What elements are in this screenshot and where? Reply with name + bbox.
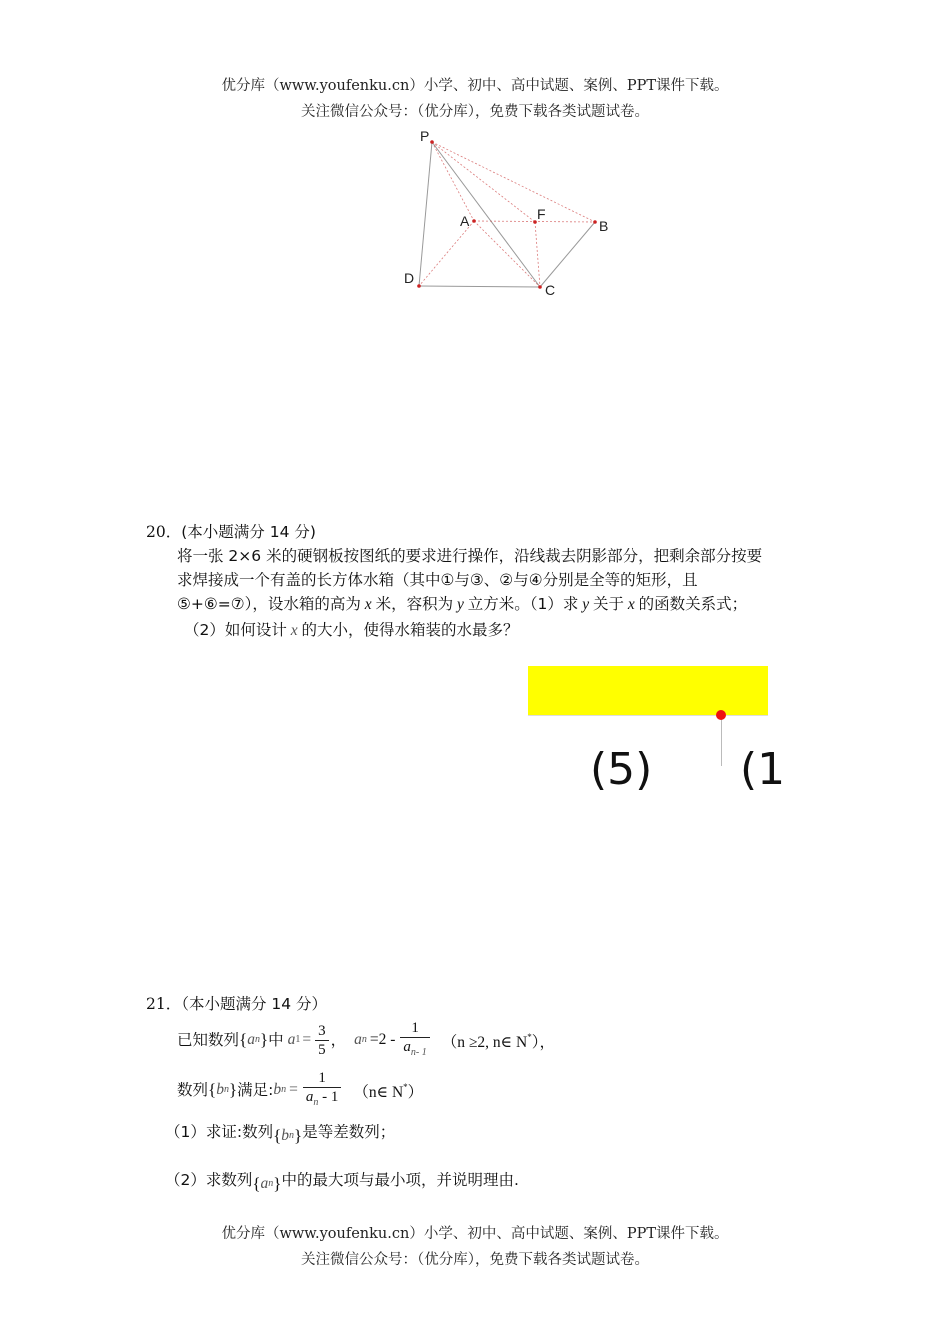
q21-part-1: （1）求证:数列 { b n } 是等差数列； [165,1123,396,1145]
label-c: C [545,282,556,298]
edge-dc [419,286,540,287]
edge-pa [432,142,474,221]
vertex-c [538,285,542,289]
vertex-d [417,284,421,288]
pyramid-figure [0,0,950,320]
label-a: A [460,213,470,229]
q20-number: 20． [146,523,182,541]
vertex-a [472,219,476,223]
fraction-bn: $\frac{1}{a_n - 1}$ [303,1069,342,1112]
label-b: B [599,218,609,234]
edge-ad [419,221,474,286]
q21-score: （本小题满分 14 分） [181,995,328,1013]
header-line-2: 关注微信公众号：（优分库），免费下载各类试题试卷。 [301,104,649,120]
edge-ac [474,221,540,287]
edge-pc [432,142,540,287]
fraction-recurrence: $\frac{1}{a_{n- 1}}$ [400,1019,429,1062]
edge-pb [432,142,595,222]
pyramid-dashed-edges [419,142,595,287]
vertex-p [430,140,434,144]
shaded-region [528,666,768,716]
region-label-partial: (1 [740,744,786,795]
q21-number: 21． [146,995,182,1013]
q20-score: (本小题满分 14 分) [181,523,316,541]
q21-part-2: （2）求数列 { a n } 中的最大项与最小项，并说明理由. [165,1171,519,1193]
label-p: P [420,128,430,144]
weld-point-marker [716,710,726,720]
q20-line-3: ⑤+⑥=⑦），设水箱的高为 x 米，容积为 y 立方米。（1）求 y 关于 x 的函数关系式； [177,595,748,613]
edge-fc [535,222,540,287]
q20-heading [146,520,316,544]
vertex-b [593,220,597,224]
edge-pd [419,142,432,286]
footer-line-2: 关注微信公众号：（优分库），免费下载各类试题试卷。 [301,1252,649,1268]
q21-bn-line: 数列 { b n } 满足: b n = $\frac{1}{a_n - 1}$ （n∈ N*） [177,1068,423,1112]
q21-heading [146,992,327,1016]
fraction-a1: $\frac{3}{5}$ [315,1022,329,1059]
pyramid-vertices [417,140,597,289]
edge-cb [540,222,595,287]
q21-given-line: 已知数列 { a n } 中 a 1 = $\frac{3}{5}$ ， a n =2 - $\frac{1}{a_{n- 1}}$ （n ≥2, n∈ N*）， [177,1018,555,1062]
q20-line-1: 将一张 2×6 米的硬钢板按图纸的要求进行操作，沿线裁去阴影部分，把剩余部分按要 [177,547,763,565]
footer-line-1: 优分库（www.youfenku.cn）小学、初中、高中试题、案例、PPT课件下载。 [221,1226,729,1242]
label-f: F [537,206,546,222]
header-line-1: 优分库（www.youfenku.cn）小学、初中、高中试题、案例、PPT课件下载。 [221,78,729,94]
label-d: D [404,270,415,286]
q20-line-2: 求焊接成一个有盖的长方体水箱（其中①与③、②与④分别是全等的矩形，且 [177,571,698,589]
region-label-five: (5) [590,744,653,795]
q20-figure [528,666,786,795]
q20-line-4: （2）如何设计 x 的大小，使得水箱装的水最多？ [184,621,519,639]
edge-pf [432,142,535,222]
pyramid-solid-edges [419,142,595,287]
